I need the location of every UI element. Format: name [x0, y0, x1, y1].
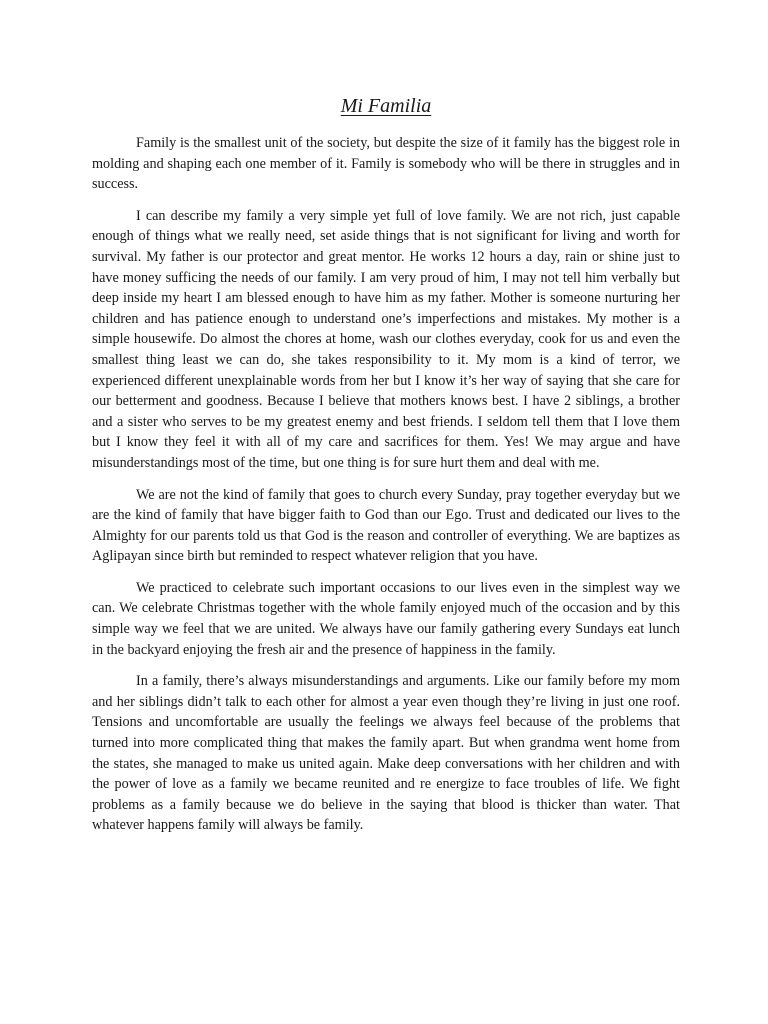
paragraph-family-description: I can describe my family a very simple yet full of love family. We are not rich, just capable enough of things what we really need, set aside things that is not significant for living and worth for survival. My father is our protector and great mentor. He works 12 hours a day, rain or shine just to have money sufficing the needs of our family. I am very proud of him, I may not tell him verbally but deep inside my heart I am blessed enough to have him as my father. Mother is someone nurturing her children and has patience enough to understand one’s imperfections and mistakes. My mother is a simple housewife. Do almost the chores at home, wash our clothes everyday, cook for us and even the smallest thing least we can do, she takes responsibility to it. My mom is a kind of terror, we experienced different unexplainable words from her but I know it’s her way of saying that she care for our betterment and goodness. Because I believe that mothers knows best. I have 2 siblings, a brother and a sister who serves to be my greatest enemy and best friends. I seldom tell them that I love them but I know they feel it with all of my care and sacrifices for them. Yes! We may argue and have misunderstandings most of the time, but one thing is for sure hurt them and deal with me.	[92, 207, 680, 471]
document-title: Mi Familia	[340, 95, 432, 117]
paragraph-intro: Family is the smallest unit of the society, but despite the size of it family has the biggest role in molding and shaping each one member of it. Family is somebody who will be there in struggles and in success.	[92, 135, 680, 193]
paragraph-celebrations: We practiced to celebrate such important occasions to our lives even in the simplest way we can. We celebrate Christmas together with the whole family enjoyed much of the occasion and by this simple way we feel that we are united. We always have our family gathering every Sundays eat lunch in the backyard enjoying the fresh air and the presence of happiness in the family.	[92, 579, 680, 658]
paragraph-conflicts: In a family, there’s always misunderstandings and arguments. Like our family before my mom and her siblings didn’t talk to each other for almost a year even though they’re living in just one roof. Tensions and uncomfortable are usually the feelings we always feel because of the problems that turned into more complicated thing that makes the family apart. But when grandma went home from the states, she managed to make us united again. Make deep conversations with her children and with the power of love as a family we became reunited and re energize to face troubles of life. We fight problems as a family because we do believe in the saying that blood is thicker than water. That whatever happens family will always be family.	[92, 673, 680, 834]
paragraph-faith: We are not the kind of family that goes to church every Sunday, pray together everyday but we are the kind of family that have bigger faith to God than our Ego. Trust and dedicated our lives to the Almighty for our parents told us that God is the reason and controller of everything. We are baptizes as Aglipayan since birth but reminded to respect whatever religion that you have.	[92, 486, 680, 565]
